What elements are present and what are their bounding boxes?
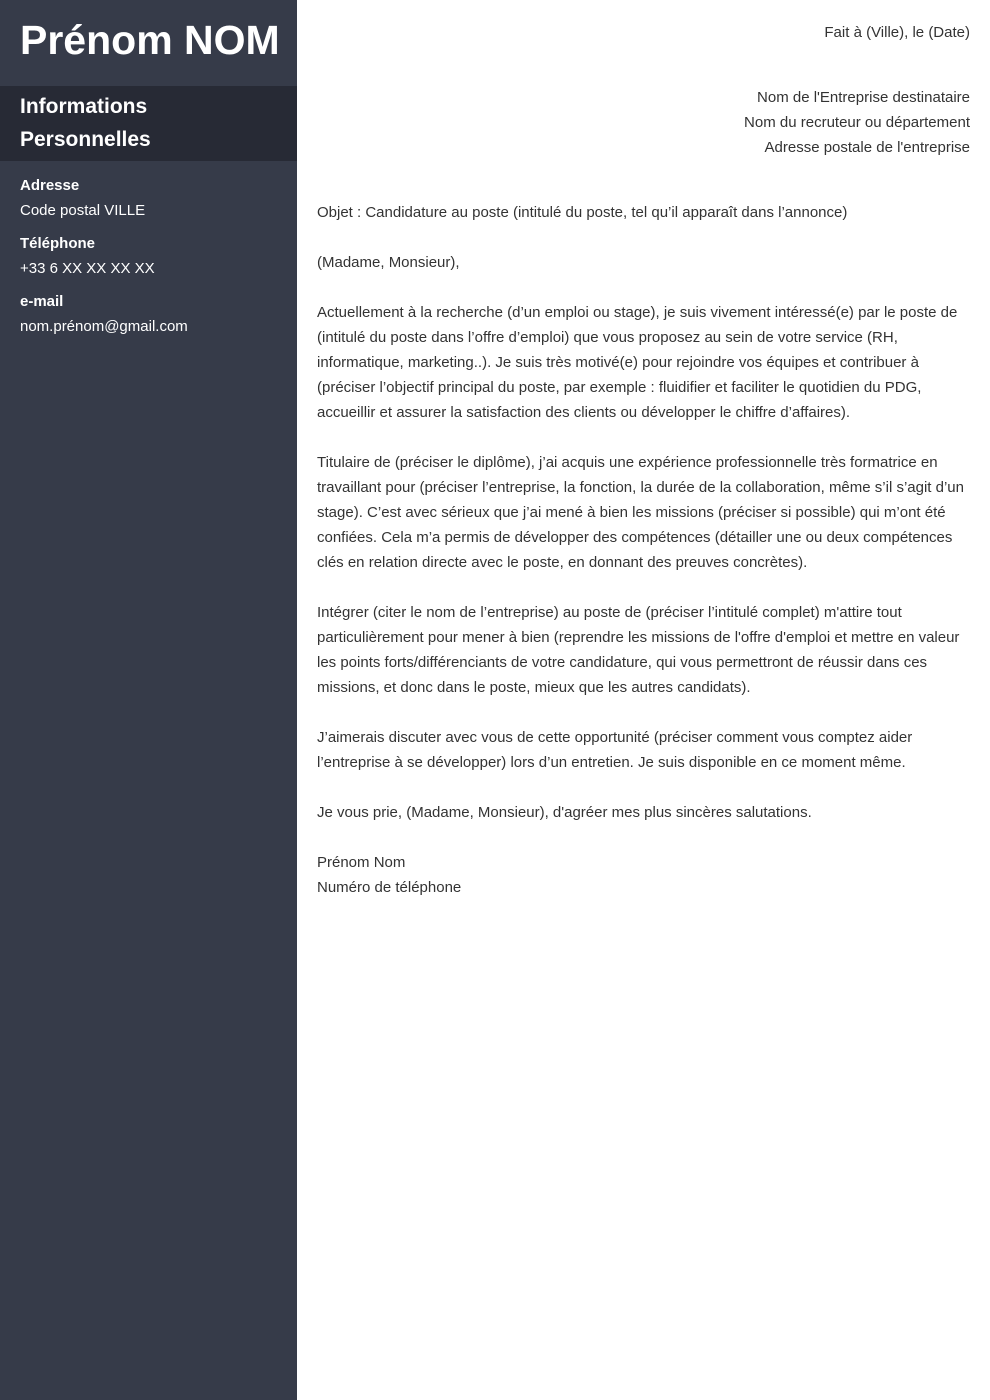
letter-paragraph: J’aimerais discuter avec vous de cette opportunité (préciser comment vous comptez aider l’entreprise à se développer) lors d’un entretien. Je suis disponible en ce moment même. — [317, 729, 913, 771]
info-item-address — [20, 173, 277, 223]
signature-phone: Numéro de téléphone — [317, 879, 462, 896]
recipient-block — [317, 85, 970, 160]
recipient-recruiter: Nom du recruteur ou département — [744, 114, 970, 131]
recipient-company: Nom de l'Entreprise destinataire — [757, 89, 970, 106]
info-item-email — [20, 289, 277, 339]
signature-name: Prénom Nom — [317, 854, 406, 871]
sidebar — [0, 0, 297, 1400]
info-label: Adresse — [20, 177, 80, 194]
recipient-address: Adresse postale de l'entreprise — [764, 139, 970, 156]
info-label: e-mail — [20, 293, 64, 310]
signature-block — [317, 850, 970, 900]
letter-paragraph: Intégrer (citer le nom de l’entreprise) au poste de (préciser l’intitulé complet) m'attire tout particulièrement pour mener à bien (reprendre les missions de l'offre d'emploi et mettre en valeur les points forts/différenciants de votre candidature, qui vous permettront de réussir dans ces missions, et donc dans le poste, mieux que les autres candidats). — [317, 604, 960, 696]
personal-info-list — [0, 161, 297, 339]
info-value: Code postal VILLE — [20, 202, 146, 219]
letter-salutation: (Madame, Monsieur), — [317, 254, 460, 271]
letter-paragraph: Titulaire de (préciser le diplôme), j’ai acquis une expérience professionnelle très formatrice en travaillant pour (préciser l’entreprise, la fonction, la durée de la collaboration, même s’il s’agit d’un stage). C’est avec sérieux que j’ai mené à bien les missions (préciser si possible) qui m’ont été confiées. Cela m’a permis de développer des compétences (détailler une ou deux compétences clés en relation directe avec le poste, en donnant des preuves concrètes). — [317, 454, 964, 571]
info-item-phone — [20, 231, 277, 281]
letter-subject: Objet : Candidature au poste (intitulé du poste, tel qu’il apparaît dans l’annonce) — [317, 204, 848, 221]
date-line: Fait à (Ville), le (Date) — [824, 24, 970, 41]
letter-paragraph: Actuellement à la recherche (d’un emploi ou stage), je suis vivement intéressé(e) par le poste de (intitulé du poste dans l’offre d’emploi) que vous proposez au sein de votre service (RH, informatique, marketing..). Je suis très motivé(e) pour rejoindre vos équipes et contribuer à (préciser l’objectif principal du poste, par exemple : fluidifier et faciliter le quotidien du PDG, accueillir et assurer la satisfaction des clients ou développer le chiffre d’affaires). — [317, 304, 958, 421]
info-label: Téléphone — [20, 235, 96, 252]
info-value: +33 6 XX XX XX XX — [20, 260, 155, 277]
personal-info-heading: Informations Personnelles — [0, 86, 297, 161]
info-value: nom.prénom@gmail.com — [20, 318, 188, 335]
letter-content — [317, 200, 970, 900]
applicant-name: Prénom NOM — [20, 17, 280, 63]
letter-body — [297, 0, 990, 1400]
letter-closing: Je vous prie, (Madame, Monsieur), d'agréer mes plus sincères salutations. — [317, 804, 812, 821]
